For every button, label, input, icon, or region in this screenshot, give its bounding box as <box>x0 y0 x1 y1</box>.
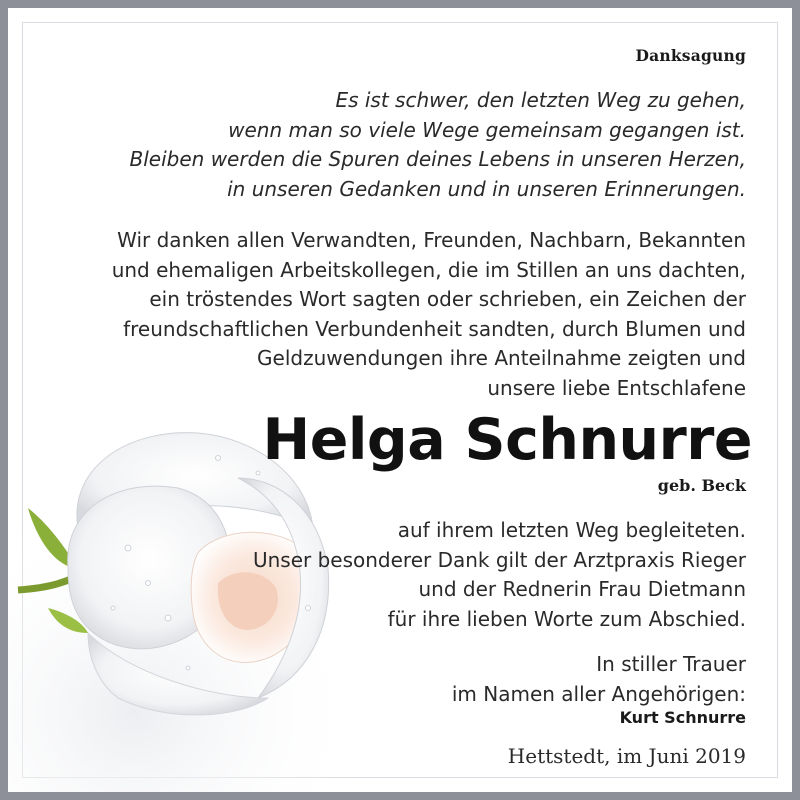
place-date: Hettstedt, im Juni 2019 <box>507 744 746 768</box>
poem-line: wenn man so viele Wege gemeinsam gegangen ist. <box>228 117 746 142</box>
closing-line: und der Rednerin Frau Dietmann <box>418 577 746 601</box>
maiden-name: geb. Beck <box>657 476 746 495</box>
closing-line: für ihre lieben Worte zum Abschied. <box>387 606 746 631</box>
poem-block <box>130 86 746 204</box>
thanks-line: unsere liebe Entschlafene <box>487 375 746 400</box>
mourning-block <box>452 650 746 709</box>
mourning-line: In stiller Trauer <box>596 652 746 676</box>
deceased-name: Helga Schnurre <box>262 407 752 473</box>
closing-line: Unser besonderer Dank gilt der Arztpraxis Rieger <box>252 547 746 572</box>
thanks-line: ein tröstendes Wort sagten oder schrieben, ein Zeichen der <box>149 287 746 311</box>
thanks-paragraph <box>112 226 746 403</box>
thanks-line: freundschaftlichen Verbundenheit sandten, durch Blumen und <box>123 316 746 341</box>
poem-line: Es ist schwer, den letzten Weg zu gehen, <box>335 88 746 112</box>
closing-line: auf ihrem letzten Weg begleiteten. <box>397 518 746 542</box>
mourning-line: im Namen aller Angehörigen: <box>451 681 746 706</box>
heading-danksagung: Danksagung <box>635 46 746 65</box>
closing-paragraph <box>253 516 746 634</box>
thanks-line: und ehemaligen Arbeitskollegen, die im Stillen an uns dachten, <box>111 257 746 282</box>
thanks-line: Wir danken allen Verwandten, Freunden, Nachbarn, Bekannten <box>117 228 746 252</box>
poem-line: Bleiben werden die Spuren deines Lebens in unseren Herzen, <box>129 147 746 171</box>
signer-name: Kurt Schnurre <box>619 708 746 727</box>
poem-line: in unseren Gedanken und in unseren Erinnerungen. <box>227 176 746 201</box>
thanks-line: Geldzuwendungen ihre Anteilnahme zeigten und <box>257 346 746 370</box>
